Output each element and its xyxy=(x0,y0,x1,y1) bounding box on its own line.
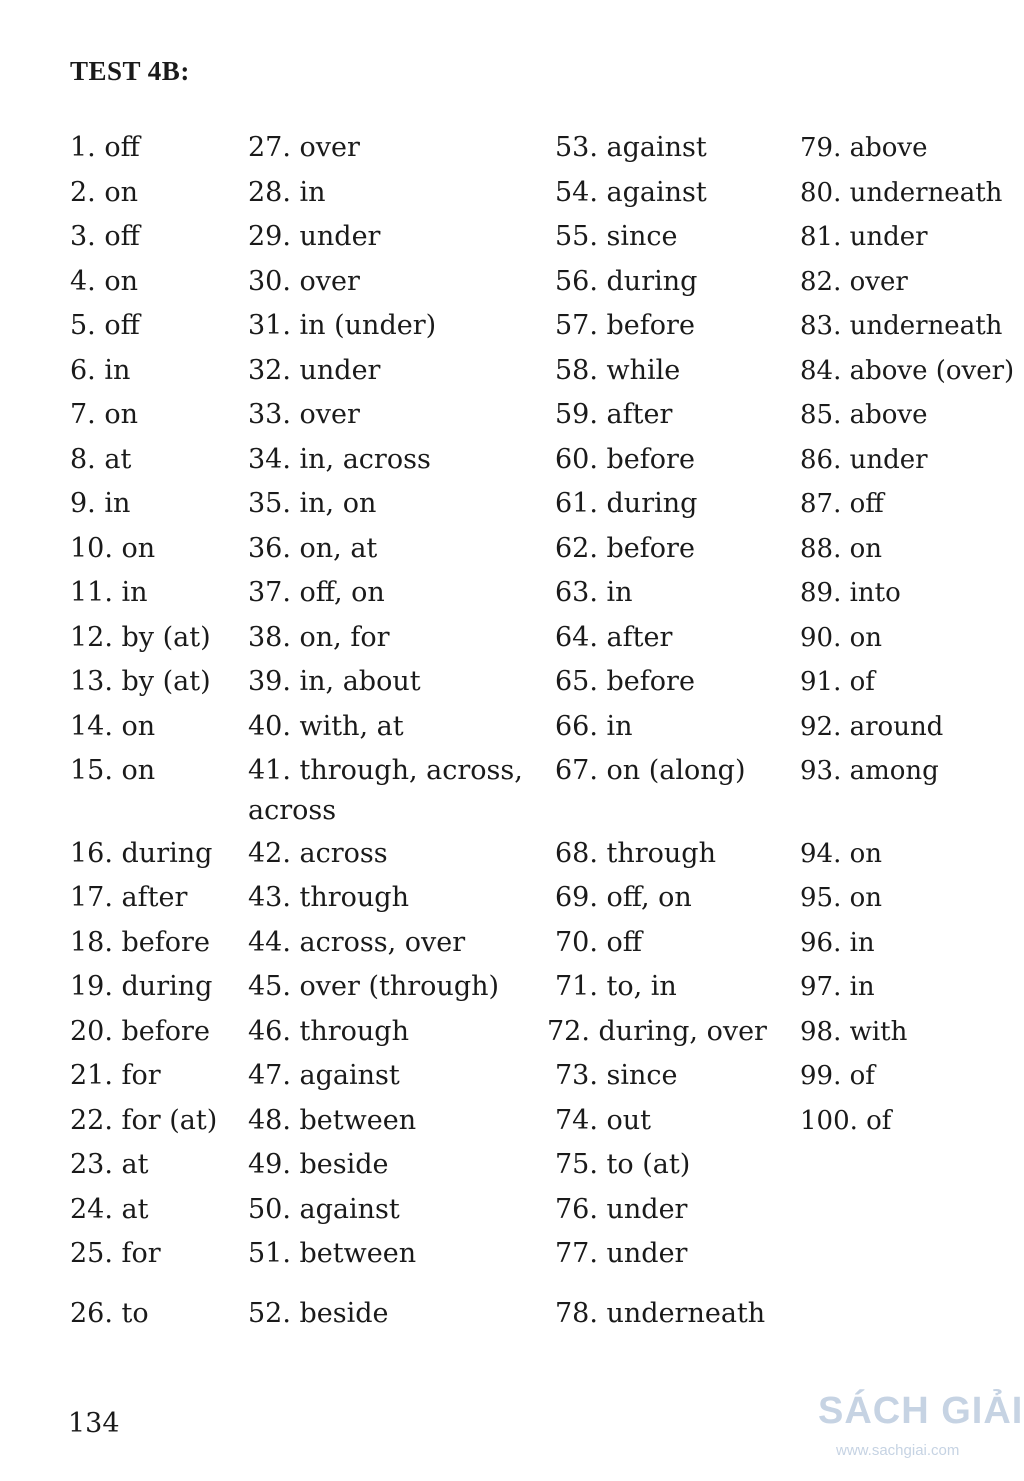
answer-item: 41. through, across, across xyxy=(248,755,523,826)
answer-item: 72. during, over xyxy=(547,1016,767,1047)
answer-item: 97. in xyxy=(800,972,875,1002)
answer-item: 69. off, on xyxy=(555,882,692,913)
answer-item: 35. in, on xyxy=(248,488,377,519)
answer-item: 21. for xyxy=(70,1060,161,1091)
answer-item: 37. off, on xyxy=(248,577,385,608)
answer-item: 80. underneath xyxy=(800,178,1003,208)
answer-item: 70. off xyxy=(555,927,642,958)
answer-item: 77. under xyxy=(555,1238,688,1269)
watermark-url: www.sachgiai.com xyxy=(836,1442,960,1459)
answer-item: 64. after xyxy=(555,622,673,653)
answer-item: 84. above (over) xyxy=(800,356,1015,386)
answer-item: 94. on xyxy=(800,839,883,869)
watermark-brand: SÁCH GIẢI xyxy=(818,1390,1024,1432)
answer-item: 28. in xyxy=(248,177,326,208)
page-number: 134 xyxy=(68,1408,120,1439)
answer-item: 83. underneath xyxy=(800,311,1003,341)
watermark-logo xyxy=(818,1380,1022,1470)
answer-item: 39. in, about xyxy=(248,666,421,697)
answer-item: 98. with xyxy=(800,1017,908,1047)
answer-item: 89. into xyxy=(800,578,901,608)
answer-item: 48. between xyxy=(248,1105,417,1136)
answer-item: 4. on xyxy=(70,266,138,297)
answer-item: 19. during xyxy=(70,971,213,1002)
answer-item: 76. under xyxy=(555,1194,688,1225)
answer-item: 10. on xyxy=(70,533,156,564)
answer-item: 43. through xyxy=(248,882,409,913)
answer-item: 5. off xyxy=(70,310,140,341)
answer-item: 90. on xyxy=(800,623,883,653)
answer-item: 13. by (at) xyxy=(70,666,211,697)
answer-item: 32. under xyxy=(248,355,381,386)
answer-item: 51. between xyxy=(248,1238,417,1269)
answer-item: 27. over xyxy=(248,132,360,163)
answer-item: 8. at xyxy=(70,444,132,475)
answer-item: 86. under xyxy=(800,445,928,475)
answer-item: 11. in xyxy=(70,577,148,608)
answer-item: 78. underneath xyxy=(555,1298,766,1329)
answer-item: 40. with, at xyxy=(248,711,404,742)
answer-item: 100. of xyxy=(800,1106,892,1136)
answer-item: 65. before xyxy=(555,666,695,697)
answer-item: 42. across xyxy=(248,838,388,869)
answer-item: 68. through xyxy=(555,838,716,869)
answer-item: 46. through xyxy=(248,1016,409,1047)
answer-item: 81. under xyxy=(800,222,928,252)
answer-item: 88. on xyxy=(800,534,883,564)
answer-item: 2. on xyxy=(70,177,138,208)
answer-item: 6. in xyxy=(70,355,131,386)
answer-item: 15. on xyxy=(70,755,156,786)
answer-item: 58. while xyxy=(555,355,681,386)
answer-item: 24. at xyxy=(70,1194,149,1225)
answer-item: 63. in xyxy=(555,577,633,608)
answer-item: 82. over xyxy=(800,267,908,297)
answer-item: 60. before xyxy=(555,444,695,475)
answer-item: 30. over xyxy=(248,266,360,297)
answer-item: 3. off xyxy=(70,221,140,252)
answer-item: 75. to (at) xyxy=(555,1149,691,1180)
answer-item: 95. on xyxy=(800,883,883,913)
answer-item: 36. on, at xyxy=(248,533,378,564)
answer-item: 44. across, over xyxy=(248,927,466,958)
answer-item: 53. against xyxy=(555,132,707,163)
answer-item: 20. before xyxy=(70,1016,210,1047)
answer-item: 31. in (under) xyxy=(248,310,437,341)
answer-item: 23. at xyxy=(70,1149,149,1180)
answer-item: 91. of xyxy=(800,667,875,697)
answer-item: 57. before xyxy=(555,310,695,341)
answer-item: 17. after xyxy=(70,882,188,913)
answer-item: 66. in xyxy=(555,711,633,742)
answer-item: 61. during xyxy=(555,488,698,519)
answer-item: 25. for xyxy=(70,1238,161,1269)
answer-item: 45. over (through) xyxy=(248,971,500,1002)
answer-item: 62. before xyxy=(555,533,695,564)
answer-item: 1. off xyxy=(70,132,140,163)
answer-item: 12. by (at) xyxy=(70,622,211,653)
answer-item: 93. among xyxy=(800,756,939,786)
answer-item: 52. beside xyxy=(248,1298,389,1329)
answer-item: 73. since xyxy=(555,1060,678,1091)
answer-item: 7. on xyxy=(70,399,138,430)
answer-item: 29. under xyxy=(248,221,381,252)
answer-item: 74. out xyxy=(555,1105,652,1136)
answer-item: 55. since xyxy=(555,221,678,252)
answer-item: 16. during xyxy=(70,838,213,869)
answer-item: 67. on (along) xyxy=(555,755,746,786)
answer-item: 18. before xyxy=(70,927,210,958)
answer-item: 34. in, across xyxy=(248,444,431,475)
answer-item: 92. around xyxy=(800,712,944,742)
answer-item: 38. on, for xyxy=(248,622,390,653)
answer-item: 9. in xyxy=(70,488,131,519)
answer-item: 79. above xyxy=(800,133,928,163)
answer-item: 22. for (at) xyxy=(70,1105,218,1136)
answer-item: 59. after xyxy=(555,399,673,430)
answer-item: 85. above xyxy=(800,400,928,430)
page-title: TEST 4B: xyxy=(70,56,190,86)
answer-item: 71. to, in xyxy=(555,971,677,1002)
answer-item: 54. against xyxy=(555,177,707,208)
answer-item: 50. against xyxy=(248,1194,400,1225)
answer-item: 96. in xyxy=(800,928,875,958)
answer-item: 87. off xyxy=(800,489,884,519)
answer-item: 33. over xyxy=(248,399,360,430)
answer-item: 56. during xyxy=(555,266,698,297)
answer-item: 26. to xyxy=(70,1298,149,1329)
answer-item: 14. on xyxy=(70,711,156,742)
answer-item: 47. against xyxy=(248,1060,400,1091)
answer-item: 49. beside xyxy=(248,1149,389,1180)
answer-item: 99. of xyxy=(800,1061,875,1091)
